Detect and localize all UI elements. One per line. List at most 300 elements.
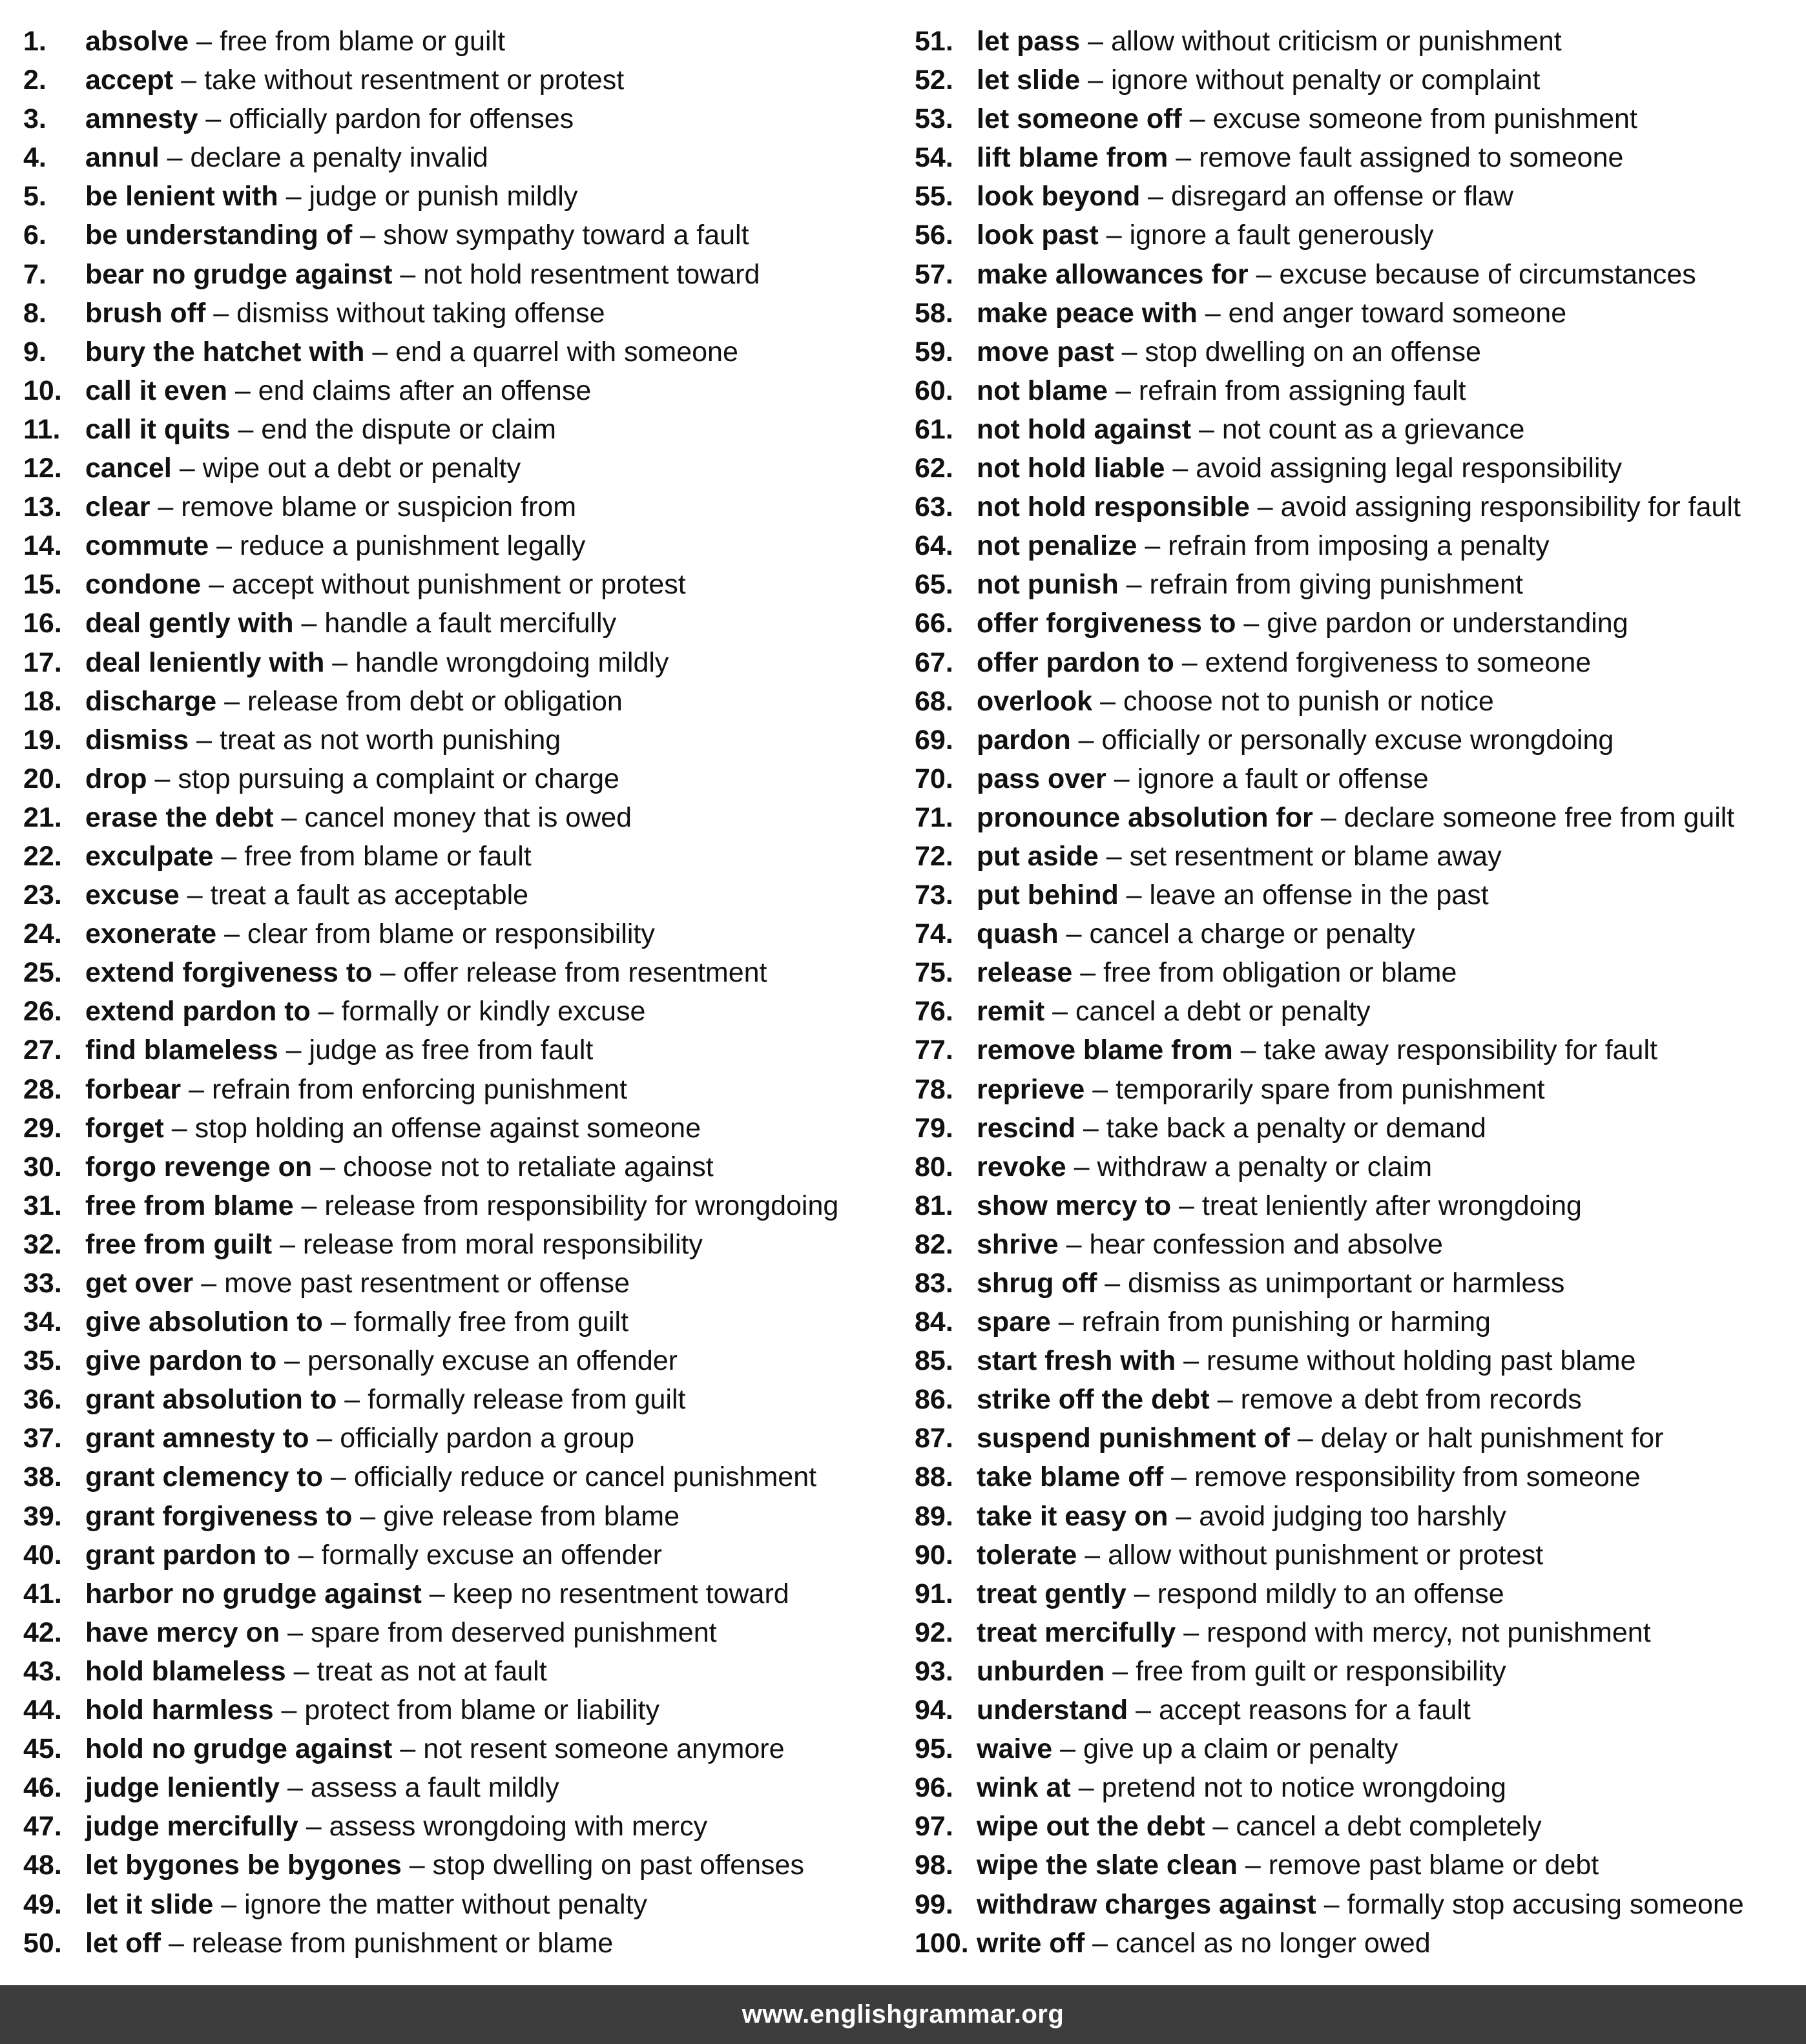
item-term: forgo revenge on [85, 1151, 313, 1182]
item-term: deal leniently with [85, 646, 325, 678]
item-separator: – [293, 608, 325, 639]
item-definition: not hold resentment toward [423, 258, 760, 290]
item-number: 7. [23, 258, 47, 290]
item-separator: – [1248, 258, 1280, 290]
item-term: forget [85, 1112, 164, 1144]
item-number: 1. [23, 26, 47, 57]
list-item [915, 721, 1800, 759]
footer-bar [0, 1985, 1806, 2044]
item-number: 87. [915, 1423, 953, 1454]
item-definition: end the dispute or claim [261, 413, 556, 445]
item-term: suspend punishment of [977, 1423, 1290, 1454]
item-separator: – [198, 103, 229, 135]
list-item [915, 1458, 1800, 1496]
item-definition: not count as a grievance [1221, 413, 1525, 445]
item-definition: treat as not at fault [317, 1655, 547, 1687]
item-number: 29. [23, 1112, 62, 1144]
item-definition: respond mildly to an offense [1157, 1578, 1504, 1609]
item-number: 27. [23, 1035, 62, 1066]
item-number: 62. [915, 453, 953, 484]
website-url: www.englishgrammar.org [742, 2000, 1064, 2029]
list-item [915, 1031, 1800, 1069]
item-term: let it slide [85, 1888, 214, 1920]
item-separator: – [163, 1112, 195, 1144]
item-term: cancel [85, 453, 172, 484]
list-item [23, 1109, 908, 1148]
list-item [23, 410, 908, 449]
item-term: bury the hatchet with [85, 336, 365, 367]
item-separator: – [1205, 1811, 1236, 1843]
item-separator: – [1163, 1461, 1194, 1493]
item-number: 16. [23, 608, 62, 639]
item-term: be understanding of [85, 220, 353, 251]
item-term: reprieve [977, 1073, 1085, 1105]
item-definition: accept reasons for a fault [1158, 1695, 1471, 1726]
list-item [915, 1768, 1800, 1807]
item-separator: – [213, 1888, 245, 1920]
list-item [915, 1109, 1800, 1148]
item-number: 12. [23, 453, 62, 484]
item-separator: – [392, 1733, 424, 1765]
item-separator: – [276, 1345, 308, 1377]
item-separator: – [290, 1539, 322, 1571]
item-number: 60. [915, 375, 953, 406]
item-separator: – [1108, 375, 1139, 406]
item-number: 78. [915, 1073, 953, 1105]
item-separator: – [1232, 1035, 1264, 1066]
item-definition: assess a fault mildly [310, 1772, 559, 1804]
item-term: have mercy on [85, 1616, 280, 1648]
item-definition: choose not to retaliate against [343, 1151, 714, 1182]
item-separator: – [273, 801, 305, 833]
item-definition: show sympathy toward a fault [383, 220, 749, 251]
item-number: 82. [915, 1228, 953, 1260]
item-definition: end anger toward someone [1228, 297, 1567, 329]
item-term: overlook [977, 685, 1093, 717]
item-separator: – [1075, 1112, 1106, 1144]
item-separator: – [1097, 1268, 1128, 1299]
item-number: 6. [23, 220, 47, 251]
item-separator: – [1176, 1345, 1207, 1377]
item-separator: – [213, 840, 245, 872]
item-separator: – [161, 1927, 192, 1959]
item-term: excuse [85, 880, 180, 911]
item-number: 17. [23, 646, 62, 678]
item-number: 64. [915, 530, 953, 562]
item-definition: dismiss as unimportant or harmless [1128, 1268, 1565, 1299]
list-item [23, 1458, 908, 1496]
list-item [915, 216, 1800, 254]
item-term: wipe out the debt [977, 1811, 1205, 1843]
item-number: 15. [23, 569, 62, 601]
item-separator: – [278, 1035, 309, 1066]
item-separator: – [159, 142, 191, 174]
item-number: 56. [915, 220, 953, 251]
item-number: 40. [23, 1539, 62, 1571]
item-separator: – [1126, 1578, 1157, 1609]
item-separator: – [352, 220, 384, 251]
item-term: waive [977, 1733, 1053, 1765]
item-definition: spare from deserved punishment [310, 1616, 717, 1648]
item-number: 46. [23, 1772, 62, 1804]
item-term: tolerate [977, 1539, 1077, 1571]
item-definition: refrain from punishing or harming [1081, 1306, 1491, 1338]
item-term: make allowances for [977, 258, 1249, 290]
list-item [23, 1186, 908, 1225]
item-definition: take without resentment or protest [204, 65, 625, 96]
list-item [915, 1691, 1800, 1729]
item-definition: cancel a debt completely [1236, 1811, 1542, 1843]
list-item [23, 1536, 908, 1574]
item-term: take it easy on [977, 1500, 1168, 1532]
item-separator: – [205, 297, 237, 329]
list-item [23, 1652, 908, 1691]
item-definition: respond with mercy, not punishment [1207, 1616, 1651, 1648]
item-definition: remove blame or suspicion from [181, 491, 577, 523]
item-number: 66. [915, 608, 953, 639]
item-definition: release from debt or obligation [247, 685, 623, 717]
item-definition: pretend not to notice wrongdoing [1101, 1772, 1506, 1804]
item-definition: avoid assigning responsibility for fault [1280, 491, 1741, 523]
list-item [23, 255, 908, 294]
item-separator: – [1070, 1772, 1102, 1804]
list-item [915, 643, 1800, 682]
item-definition: extend forgiveness to someone [1205, 646, 1592, 678]
item-number: 23. [23, 880, 62, 911]
list-item [23, 1070, 908, 1109]
item-term: offer forgiveness to [977, 608, 1236, 639]
list-item [915, 255, 1800, 294]
item-separator: – [280, 1616, 311, 1648]
item-term: treat mercifully [977, 1616, 1176, 1648]
list-item [915, 526, 1800, 565]
item-term: condone [85, 569, 202, 601]
item-number: 54. [915, 142, 953, 174]
item-number: 61. [915, 413, 953, 445]
item-number: 52. [915, 65, 953, 96]
item-term: grant pardon to [85, 1539, 291, 1571]
item-definition: free from guilt or responsibility [1136, 1655, 1506, 1687]
item-term: offer pardon to [977, 646, 1174, 678]
item-separator: – [1168, 1500, 1199, 1532]
item-term: dismiss [85, 724, 189, 756]
item-term: not penalize [977, 530, 1137, 562]
item-term: free from blame [85, 1190, 294, 1221]
item-definition: stop pursuing a complaint or charge [178, 763, 619, 794]
item-definition: cancel money that is owed [304, 801, 632, 833]
item-term: look past [977, 220, 1099, 251]
list-item [23, 721, 908, 759]
item-definition: refrain from assigning fault [1138, 375, 1466, 406]
item-definition: withdraw a penalty or claim [1097, 1151, 1433, 1182]
item-term: discharge [85, 685, 217, 717]
item-definition: dismiss without taking offense [236, 297, 605, 329]
list-item [915, 1574, 1800, 1613]
item-number: 48. [23, 1850, 62, 1881]
item-term: treat gently [977, 1578, 1126, 1609]
item-separator: – [1085, 1927, 1116, 1959]
item-number: 98. [915, 1850, 953, 1881]
item-definition: excuse because of circumstances [1279, 258, 1696, 290]
list-item [23, 99, 908, 138]
list-item [23, 1341, 908, 1380]
item-separator: – [293, 1190, 325, 1221]
item-definition: avoid judging too harshly [1199, 1500, 1506, 1532]
item-number: 28. [23, 1073, 62, 1105]
item-separator: – [1106, 763, 1137, 794]
item-definition: remove past blame or debt [1268, 1850, 1599, 1881]
item-term: hold no grudge against [85, 1733, 393, 1765]
list-item [915, 1807, 1800, 1846]
item-number: 67. [915, 646, 953, 678]
list-item [915, 1380, 1800, 1419]
item-definition: release from responsibility for wrongdoing [324, 1190, 839, 1221]
list-item [915, 1846, 1800, 1884]
list-item [23, 565, 908, 604]
list-item [23, 526, 908, 565]
item-definition: ignore a fault or offense [1137, 763, 1429, 794]
item-term: amnesty [85, 103, 198, 135]
list-item [915, 488, 1800, 526]
list-item [915, 99, 1800, 138]
item-definition: give up a claim or penalty [1083, 1733, 1398, 1765]
item-number: 3. [23, 103, 47, 135]
item-definition: accept without punishment or protest [231, 569, 686, 601]
list-item [23, 1497, 908, 1536]
item-term: let pass [977, 26, 1081, 57]
item-term: give pardon to [85, 1345, 277, 1377]
item-separator: – [193, 1268, 225, 1299]
list-item [915, 1497, 1800, 1536]
item-term: shrive [977, 1228, 1059, 1260]
item-separator: – [1176, 1616, 1207, 1648]
item-term: clear [85, 491, 150, 523]
item-term: wipe the slate clean [977, 1850, 1238, 1881]
item-number: 75. [915, 957, 953, 989]
item-definition: free from obligation or blame [1103, 957, 1457, 989]
item-separator: – [179, 880, 211, 911]
list-item [915, 1070, 1800, 1109]
item-separator: – [401, 1850, 433, 1881]
item-separator: – [1098, 840, 1130, 872]
item-definition: end claims after an offense [258, 375, 592, 406]
item-number: 93. [915, 1655, 953, 1687]
list-item [915, 1613, 1800, 1652]
item-definition: formally stop accusing someone [1347, 1888, 1744, 1920]
item-number: 45. [23, 1733, 62, 1765]
item-separator: – [352, 1500, 384, 1532]
item-term: exonerate [85, 918, 217, 950]
item-number: 58. [915, 297, 953, 329]
item-definition: excuse someone from punishment [1212, 103, 1637, 135]
item-term: withdraw charges against [977, 1888, 1316, 1920]
item-separator: – [1181, 103, 1213, 135]
item-number: 59. [915, 336, 953, 367]
item-term: let bygones be bygones [85, 1850, 402, 1881]
item-definition: personally excuse an offender [307, 1345, 678, 1377]
item-term: start fresh with [977, 1345, 1176, 1377]
item-definition: allow without punishment or protest [1108, 1539, 1544, 1571]
list-item [915, 837, 1800, 876]
item-definition: keep no resentment toward [452, 1578, 789, 1609]
list-item [23, 1885, 908, 1924]
item-separator: – [280, 1772, 311, 1804]
list-item [915, 449, 1800, 488]
item-separator: – [1072, 957, 1104, 989]
item-definition: stop dwelling on past offenses [432, 1850, 804, 1881]
item-number: 53. [915, 103, 953, 135]
list-item [915, 992, 1800, 1031]
list-item [23, 1148, 908, 1186]
item-number: 11. [23, 413, 61, 445]
item-definition: cancel a charge or penalty [1089, 918, 1415, 950]
item-definition: free from blame or guilt [219, 26, 506, 57]
item-separator: – [189, 26, 220, 57]
list-item [23, 22, 908, 61]
item-separator: – [1098, 220, 1130, 251]
list-item [915, 682, 1800, 721]
list-item [915, 22, 1800, 61]
item-separator: – [1237, 1850, 1269, 1881]
item-definition: handle a fault mercifully [324, 608, 617, 639]
item-term: not punish [977, 569, 1119, 601]
item-number: 13. [23, 491, 62, 523]
item-separator: – [1128, 1695, 1159, 1726]
item-definition: ignore without penalty or complaint [1110, 65, 1541, 96]
item-separator: – [1165, 453, 1196, 484]
list-item [915, 953, 1800, 992]
item-number: 43. [23, 1655, 62, 1687]
item-number: 97. [915, 1811, 953, 1843]
item-term: unburden [977, 1655, 1105, 1687]
item-definition: protect from blame or liability [304, 1695, 659, 1726]
item-definition: set resentment or blame away [1129, 840, 1502, 872]
list-item [23, 1691, 908, 1729]
item-number: 55. [915, 181, 953, 212]
item-number: 71. [915, 801, 953, 833]
list-item [915, 565, 1800, 604]
item-separator: – [227, 375, 258, 406]
item-definition: release from punishment or blame [191, 1927, 614, 1959]
item-separator: – [1171, 1190, 1202, 1221]
item-separator: – [230, 413, 262, 445]
item-separator: – [1313, 801, 1344, 833]
item-separator: – [1050, 1306, 1082, 1338]
item-definition: resume without holding past blame [1207, 1345, 1636, 1377]
item-number: 51. [915, 26, 953, 57]
item-term: release [977, 957, 1073, 989]
item-term: drop [85, 763, 147, 794]
item-term: revoke [977, 1151, 1066, 1182]
item-separator: – [1080, 65, 1111, 96]
item-term: not blame [977, 375, 1108, 406]
item-separator: – [209, 530, 240, 562]
item-number: 33. [23, 1268, 62, 1299]
list-item [915, 876, 1800, 914]
item-definition: declare someone free from guilt [1344, 801, 1735, 833]
item-definition: remove a debt from records [1240, 1384, 1582, 1416]
item-definition: declare a penalty invalid [190, 142, 488, 174]
item-term: get over [85, 1268, 194, 1299]
list-item [23, 1924, 908, 1963]
list-item [23, 837, 908, 876]
item-term: accept [85, 65, 174, 96]
list-item [23, 1613, 908, 1652]
item-number: 4. [23, 142, 47, 174]
item-term: wink at [977, 1772, 1071, 1804]
item-definition: officially pardon for offenses [229, 103, 574, 135]
list-item [23, 1807, 908, 1846]
item-definition: refrain from giving punishment [1149, 569, 1523, 601]
item-number: 70. [915, 763, 953, 794]
item-number: 2. [23, 65, 47, 96]
item-term: grant clemency to [85, 1461, 323, 1493]
item-number: 37. [23, 1423, 62, 1454]
item-term: judge mercifully [85, 1811, 298, 1843]
item-definition: officially pardon a group [340, 1423, 635, 1454]
item-definition: take back a penalty or demand [1106, 1112, 1486, 1144]
list-item [23, 333, 908, 371]
item-number: 84. [915, 1306, 953, 1338]
item-separator: – [392, 258, 424, 290]
item-separator: – [278, 181, 309, 212]
item-term: pronounce absolution for [977, 801, 1313, 833]
item-number: 25. [23, 957, 62, 989]
item-number: 24. [23, 918, 62, 950]
item-number: 34. [23, 1306, 62, 1338]
item-separator: – [1114, 336, 1145, 367]
item-separator: – [1066, 1151, 1097, 1182]
item-separator: – [324, 646, 356, 678]
item-definition: refrain from enforcing punishment [211, 1073, 627, 1105]
item-number: 21. [23, 801, 62, 833]
item-number: 94. [915, 1695, 953, 1726]
item-separator: – [189, 724, 220, 756]
item-number: 50. [23, 1927, 62, 1959]
list-item [23, 1225, 908, 1264]
item-term: shrug off [977, 1268, 1097, 1299]
item-term: erase the debt [85, 801, 274, 833]
word-list-column-right [915, 22, 1800, 1963]
item-definition: stop holding an offense against someone [194, 1112, 701, 1144]
item-number: 8. [23, 297, 47, 329]
item-number: 26. [23, 996, 62, 1027]
list-item [23, 488, 908, 526]
item-separator: – [1168, 142, 1199, 174]
list-item [915, 294, 1800, 333]
item-number: 10. [23, 375, 62, 406]
list-item [23, 1768, 908, 1807]
item-term: harbor no grudge against [85, 1578, 422, 1609]
item-term: quash [977, 918, 1059, 950]
list-item [23, 643, 908, 682]
list-item [23, 759, 908, 798]
item-separator: – [1236, 608, 1267, 639]
item-definition: refrain from imposing a penalty [1168, 530, 1550, 562]
item-number: 65. [915, 569, 953, 601]
item-number: 68. [915, 685, 953, 717]
item-number: 76. [915, 996, 953, 1027]
item-separator: – [285, 1655, 317, 1687]
list-item [915, 1536, 1800, 1574]
item-separator: – [312, 1151, 344, 1182]
item-term: let off [85, 1927, 161, 1959]
item-separator: – [1077, 1539, 1108, 1571]
item-term: not hold liable [977, 453, 1165, 484]
item-number: 39. [23, 1500, 62, 1532]
item-definition: remove fault assigned to someone [1199, 142, 1624, 174]
list-item [23, 177, 908, 216]
